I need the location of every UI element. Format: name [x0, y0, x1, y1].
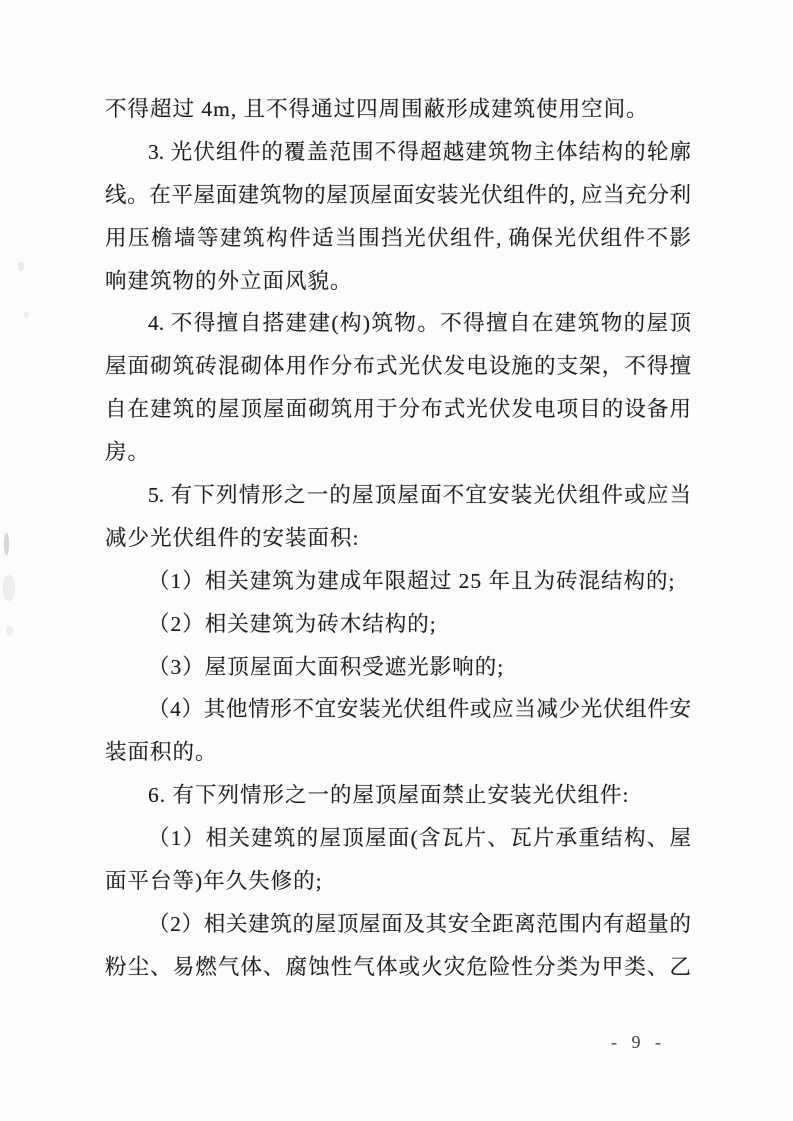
list-item-5-1 [105, 560, 691, 603]
text-line: 线。在平屋面建筑物的屋顶屋面安装光伏组件的, 应当充分利 [105, 182, 691, 207]
document-body [105, 88, 691, 989]
page-number: - 9 - [611, 1032, 666, 1052]
text-line: 不得超过 4m, 且不得通过四周围蔽形成建筑使用空间。 [105, 97, 649, 121]
list-item-5-3 [105, 646, 691, 689]
scan-artifact [24, 312, 29, 318]
text-line: （3）屋顶屋面大面积受遮光影响的; [148, 654, 505, 679]
text-line: 3. 光伏组件的覆盖范围不得超越建筑物主体结构的轮廓 [148, 139, 691, 164]
text-line: （2）相关建筑为砖木结构的; [148, 611, 437, 636]
text-line: 用压檐墙等建筑构件适当围挡光伏组件, 确保光伏组件不影 [105, 225, 691, 250]
paragraph-item-5 [105, 474, 691, 560]
text-line: 5. 有下列情形之一的屋顶屋面不宜安装光伏组件或应当 [148, 483, 691, 508]
text-line: 自在建筑的屋顶屋面砌筑用于分布式光伏发电项目的设备用 [105, 397, 691, 422]
text-line: 减少光伏组件的安装面积: [105, 525, 360, 550]
paragraph-item-4 [105, 302, 691, 474]
paragraph-item-6 [105, 774, 691, 817]
text-line: 装面积的。 [105, 740, 218, 765]
text-line: （4）其他情形不宜安装光伏组件或应当减少光伏组件安 [148, 697, 691, 722]
text-line: 粉尘、易燃气体、腐蚀性气体或火灾危险性分类为甲类、乙 [105, 954, 691, 979]
scan-artifact [4, 533, 9, 555]
list-item-5-2 [105, 603, 691, 646]
text-line: 屋面砌筑砖混砌体用作分布式光伏发电设施的支架，不得擅 [105, 354, 691, 379]
paragraph-continuation [105, 88, 691, 131]
text-line: 6. 有下列情形之一的屋顶屋面禁止安装光伏组件: [148, 783, 630, 808]
text-line: 4. 不得擅自搭建建(构)筑物。不得擅自在建筑物的屋顶 [148, 311, 691, 336]
list-item-6-1 [105, 817, 691, 903]
text-line: 响建筑物的外立面风貌。 [105, 268, 353, 293]
text-line: （1）相关建筑的屋顶屋面(含瓦片、瓦片承重结构、屋 [148, 826, 691, 851]
scan-artifact [6, 626, 13, 636]
list-item-6-2 [105, 903, 691, 989]
text-line: （1）相关建筑为建成年限超过 25 年且为砖混结构的; [148, 568, 676, 593]
text-line: （2）相关建筑的屋顶屋面及其安全距离范围内有超量的 [148, 911, 691, 936]
list-item-5-4 [105, 688, 691, 774]
scan-artifact [18, 262, 24, 271]
paragraph-item-3 [105, 131, 691, 303]
text-line: 房。 [105, 440, 151, 465]
text-line: 面平台等)年久失修的; [105, 869, 323, 894]
scan-artifact [3, 575, 15, 601]
